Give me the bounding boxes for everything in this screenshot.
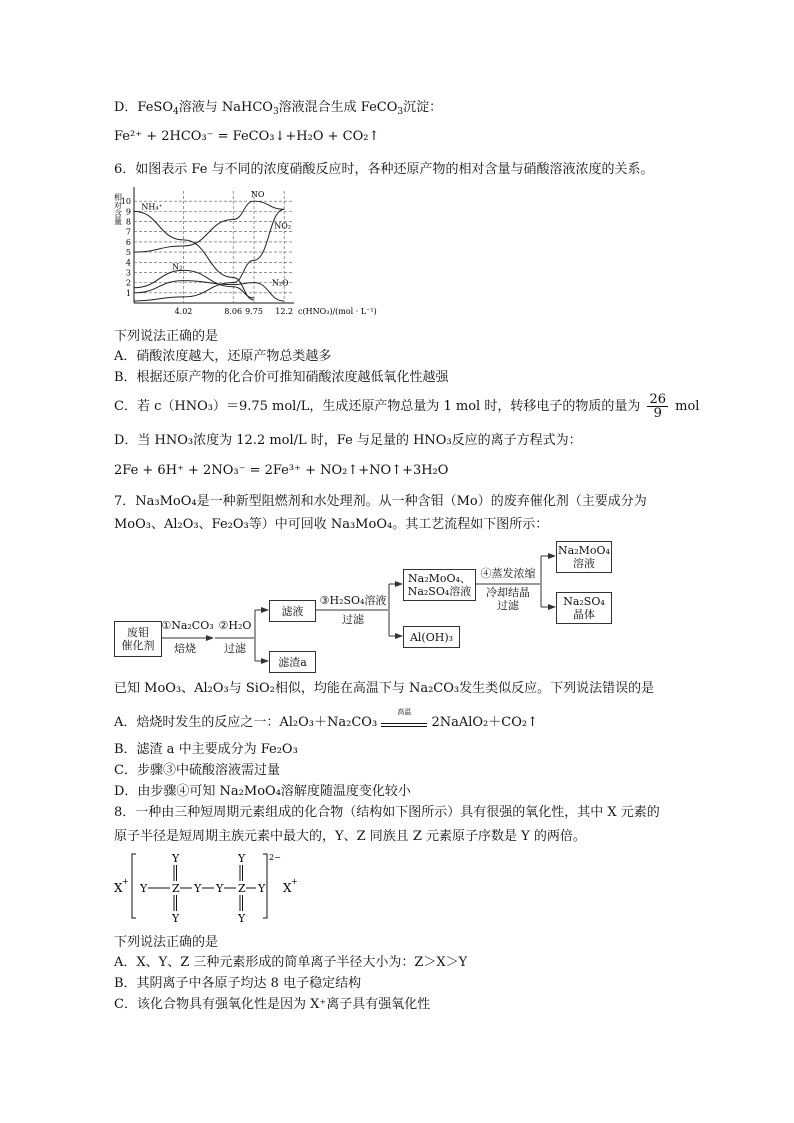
y-tick-label: 2 <box>125 278 131 288</box>
series-label: NH₄⁺ <box>141 202 163 212</box>
struct-atom-y: Y <box>258 882 266 895</box>
y-tick-label: 9 <box>125 207 131 217</box>
x-tick-label: 8.06 <box>224 307 243 316</box>
flow-step2-label: ②H₂O <box>218 619 252 632</box>
series-label: NO₂ <box>274 221 292 231</box>
flow-product2-box: Na₂SO₄ 晶体 <box>556 592 612 624</box>
q7-stem-1: 7．Na₃MoO₄是一种新型阻燃剂和水处理剂。从一种含钼（Mo）的废弃催化剂（主要成分为 <box>114 494 647 509</box>
struct-atom-y: Y <box>238 912 246 924</box>
x-tick-label: 9.75 <box>245 307 263 316</box>
series-label: N₂O <box>271 278 289 288</box>
y-tick-label: 4 <box>125 258 131 268</box>
struct-atom-y: Y <box>172 912 180 924</box>
q7-stem-2: MoO₃、Al₂O₃、Fe₂O₃等）中可回收 Na₃MoO₄。其工艺流程如下图所示： <box>114 517 549 532</box>
y-tick-label: 6 <box>125 237 131 247</box>
flow-step3-cond: 过滤 <box>342 613 364 626</box>
flow-product1-box: Na₂MoO₄ 溶液 <box>556 541 612 573</box>
flow-step1-cond: 焙烧 <box>174 642 196 655</box>
q6-question: 下列说法正确的是 <box>114 329 219 344</box>
flow-mixed-solution-box: Na₂MoO₄、 Na₂SO₄溶液 <box>403 569 476 601</box>
flow-start-box: 废钼 催化剂 <box>114 621 162 657</box>
struct-atom-y: Y <box>216 882 224 895</box>
y-tick-label: 3 <box>125 268 131 278</box>
flow-step1-label: ①Na₂CO₃ <box>161 619 214 632</box>
y-tick-label: 10 <box>120 197 131 207</box>
struct-charge: 2− <box>269 853 281 862</box>
q7-option-c: C．步骤③中硫酸溶液需过量 <box>114 763 280 778</box>
fraction: $\frac{26}{9}$ <box>649 392 667 421</box>
q6-option-b: B．根据还原产物的化合价可推知硝酸浓度越低氧化性越强 <box>114 370 449 385</box>
flow-filtrate-box: 滤液 <box>269 600 316 622</box>
struct-atom-y: Y <box>194 882 202 895</box>
struct-x-right-charge: + <box>291 877 298 886</box>
q8-question: 下列说法正确的是 <box>114 935 219 950</box>
q6-option-d: D．当 HNO₃浓度为 12.2 mol/L 时，Fe 与足量的 HNO₃反应的离子方程式为： <box>114 433 582 448</box>
q6-option-c: C．若 c（HNO₃）＝9.75 mol/L，生成还原产物总量为 1 mol 时，转移电子的物质的量为 $\frac{26}{9}$ mol <box>114 392 700 421</box>
struct-x-left-charge: + <box>122 877 129 886</box>
flow-residue-box: 滤渣a <box>269 651 316 673</box>
series-label: NO <box>250 190 265 200</box>
struct-x-left: X <box>114 881 123 895</box>
q6-stem: 6．如图表示 Fe 与不同的浓度硝酸反应时，各种还原产物的相对含量与硝酸溶液浓度的关系。 <box>114 162 654 177</box>
flow-step3-label: ③H₂SO₄溶液 <box>319 594 387 607</box>
q5-option-d: D．FeSO$_4$溶液与 NaHCO$_3$溶液混合生成 FeCO$_3$沉淀： <box>114 100 443 117</box>
q8-stem-2: 原子半径是短周期主族元素中最大的，Y、Z 同族且 Z 元素原子序数是 Y 的两倍。 <box>114 829 586 844</box>
x-tick-label: 4.02 <box>174 307 193 316</box>
y-tick-label: 8 <box>125 217 131 227</box>
q8-option-b: B．其阴离子中各原子均达 8 电子稳定结构 <box>114 976 362 991</box>
flow-step4-cond1: 冷却结晶 <box>486 586 530 599</box>
struct-atom-z: Z <box>238 882 246 895</box>
y-axis-label: 相对含量 <box>113 193 123 225</box>
y-tick-label: 1 <box>125 288 131 298</box>
x-tick-label: 12.2 <box>275 307 294 316</box>
struct-atom-y: Y <box>172 852 180 865</box>
q7-known: 已知 MoO₃、Al₂O₃与 SiO₂相似，均能在高温下与 Na₂CO₃发生类似反应。下列说法错误的是 <box>114 681 655 696</box>
q8-stem-1: 8．一种由三种短周期元素组成的化合物（结构如下图所示）具有很强的氧化性，其中 X 元素的 <box>114 805 660 820</box>
q6-option-d-equation: 2Fe + 6H⁺ + 2NO₃⁻ = 2Fe³⁺ + NO₂↑+NO↑+3H₂O <box>114 463 449 478</box>
flow-step4-cond2: 过滤 <box>497 599 519 612</box>
y-tick-label: 7 <box>125 227 131 237</box>
struct-atom-z: Z <box>172 882 180 895</box>
q8-option-c: C．该化合物具有强氧化性是因为 X⁺离子具有强氧化性 <box>114 997 431 1012</box>
struct-atom-y: Y <box>238 852 246 865</box>
flow-aloh3-box: Al(OH)₃ <box>403 626 460 648</box>
q8-option-a: A．X、Y、Z 三种元素形成的简单离子半径大小为：Z＞X＞Y <box>114 955 468 970</box>
struct-x-right: X <box>283 881 292 895</box>
q8-structure <box>112 848 312 924</box>
flow-step2-cond: 过滤 <box>224 642 246 655</box>
q5-option-d-equation: Fe²⁺ + 2HCO₃⁻ = FeCO₃↓+H₂O + CO₂↑ <box>114 129 380 144</box>
x-axis-label: c(HNO₃)/(mol · L⁻¹) <box>298 307 377 316</box>
series-label: N₂ <box>172 262 183 272</box>
q7-option-a: A．焙烧时发生的反应之一：Al₂O₃＋Na₂CO₃ 高温 2NaAlO₂＋CO₂↑ <box>114 707 538 730</box>
y-tick-label: 5 <box>125 248 131 258</box>
q7-option-d: D．由步骤④可知 Na₂MoO₄溶解度随温度变化较小 <box>114 784 411 799</box>
struct-atom-y: Y <box>140 882 148 895</box>
flow-step4-label: ④蒸发浓缩 <box>480 567 536 580</box>
q7-option-b: B．滤渣 a 中主要成分为 Fe₂O₃ <box>114 742 298 757</box>
q6-option-a: A．硝酸浓度越大，还原产物总类越多 <box>114 349 332 364</box>
